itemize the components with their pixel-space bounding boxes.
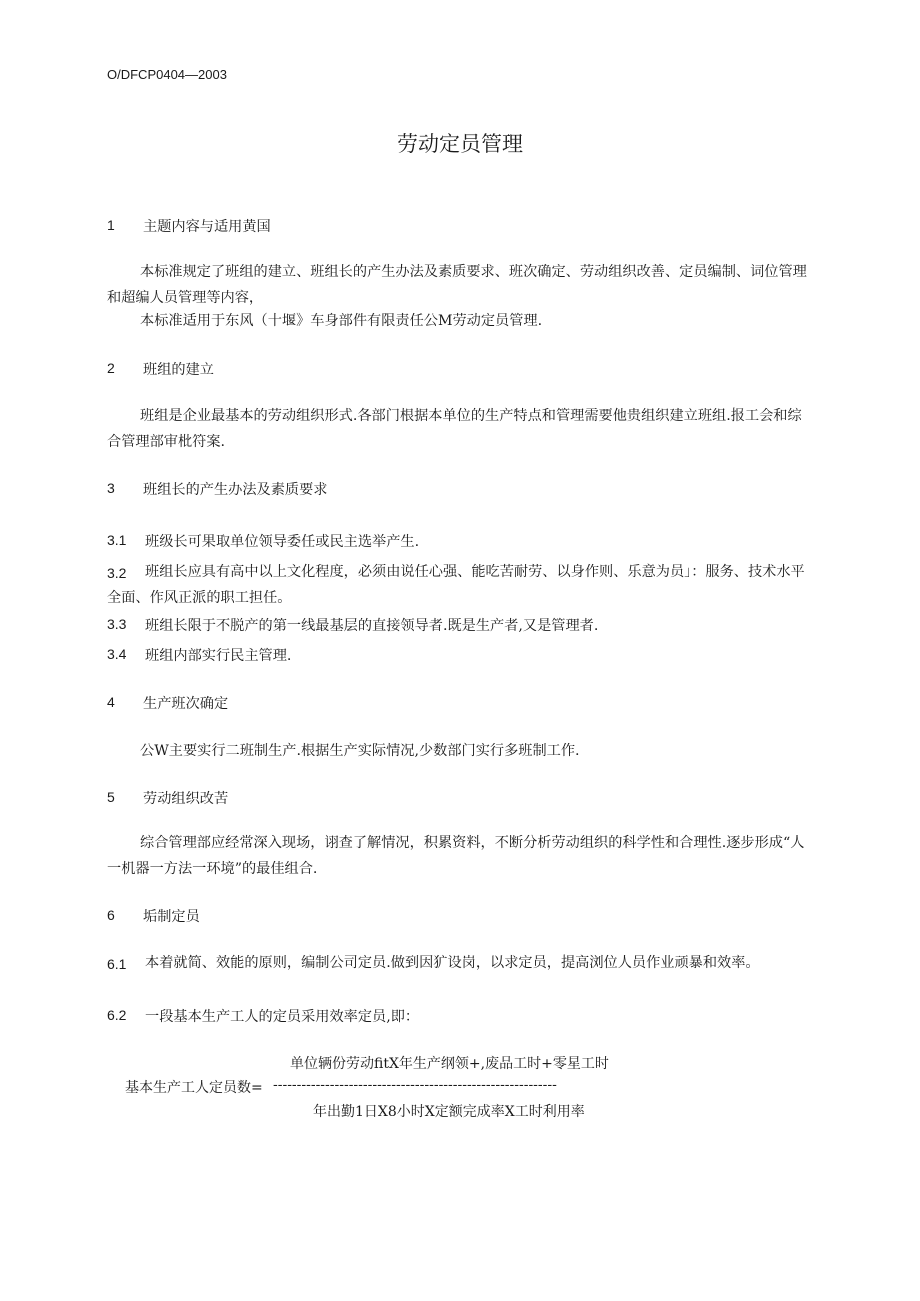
item-text: 班组内部实行民主管理. — [145, 648, 292, 664]
section-heading: 垢制定员 — [143, 909, 200, 925]
formula-denominator: 年出勤1日X8小时X定额完成率X工时利用率 — [313, 1104, 585, 1120]
paragraph: 本标准规定了班组的建立、班组长的产生办法及素质要求、班次确定、劳动组织改善、定员编制、词位管理和超编人员管理等内容， — [107, 264, 807, 306]
section-number: 6 — [107, 907, 115, 923]
document-code: O/DFCP0404—2003 — [107, 67, 227, 82]
section-heading: 生产班次确定 — [143, 696, 229, 712]
item-text: 一段基本生产工人的定员采用效率定员,即： — [145, 1009, 420, 1025]
document-title: 劳动定员管理 — [397, 132, 523, 156]
section-number: 2 — [107, 360, 115, 376]
item-text: 班级长可果取单位领导委任或民主选举产生. — [145, 534, 420, 550]
paragraph: 本标准适用于东风（十堰》车身部件有限责任公M劳动定员管理. — [140, 313, 543, 329]
paragraph: 综合管理部应经常深入现场，诩查了解情况，积累资料，不断分析劳动组织的科学性和合理性.逐步形成“人一机器一方法一环境”的最佳组合. — [107, 835, 805, 877]
item-text: 班组长限于不脱产的第一线最基层的直接领导者.既是生产者,又是管理者. — [145, 618, 599, 634]
section-number: 4 — [107, 694, 115, 710]
paragraph: 班组是企业最基本的劳动组织形式.各部门根据本单位的生产特点和管理需要他贵组织建立班组.报工会和综合管理部审枇符案. — [107, 408, 802, 450]
formula-numerator: 单位辆份劳动fitX年生产纲领+,废品工时+零星工时 — [290, 1056, 609, 1072]
section-number: 3 — [107, 480, 115, 496]
section-number: 1 — [107, 217, 115, 233]
section-heading: 班组的建立 — [143, 362, 214, 378]
item-number: 3.4 — [107, 646, 127, 662]
paragraph: 公W主要实行二班制生产.根据生产实际情况,少数部门实行多班制工作. — [140, 743, 580, 759]
item-number: 3.1 — [107, 532, 127, 548]
item-text: 班组长应具有高中以上文化程度，必须由说任心强、能吃苦耐劳、以身作则、乐意为员」：服务、技术水平全面、作风正派的职工担任。 — [107, 564, 805, 606]
section-number: 5 — [107, 789, 115, 805]
fraction-rule: ------------------------------------------------------------ — [273, 1077, 557, 1093]
section-heading: 主题内容与适用黄国 — [143, 219, 271, 235]
item-number: 6.2 — [107, 1007, 127, 1023]
section-heading: 班组长的产生办法及素质要求 — [143, 482, 328, 498]
formula-lhs: 基本生产工人定员数= — [125, 1080, 263, 1096]
item-text: 本着就简、效能的原则，编制公司定员.做到因犷设岗，以求定员，提高浏位人员作业顽暴和效率。 — [145, 955, 760, 971]
item-number: 3.2 — [107, 565, 127, 581]
item-number: 3.3 — [107, 616, 127, 632]
item-number: 6.1 — [107, 956, 127, 972]
section-heading: 劳动组织改苦 — [143, 791, 229, 807]
